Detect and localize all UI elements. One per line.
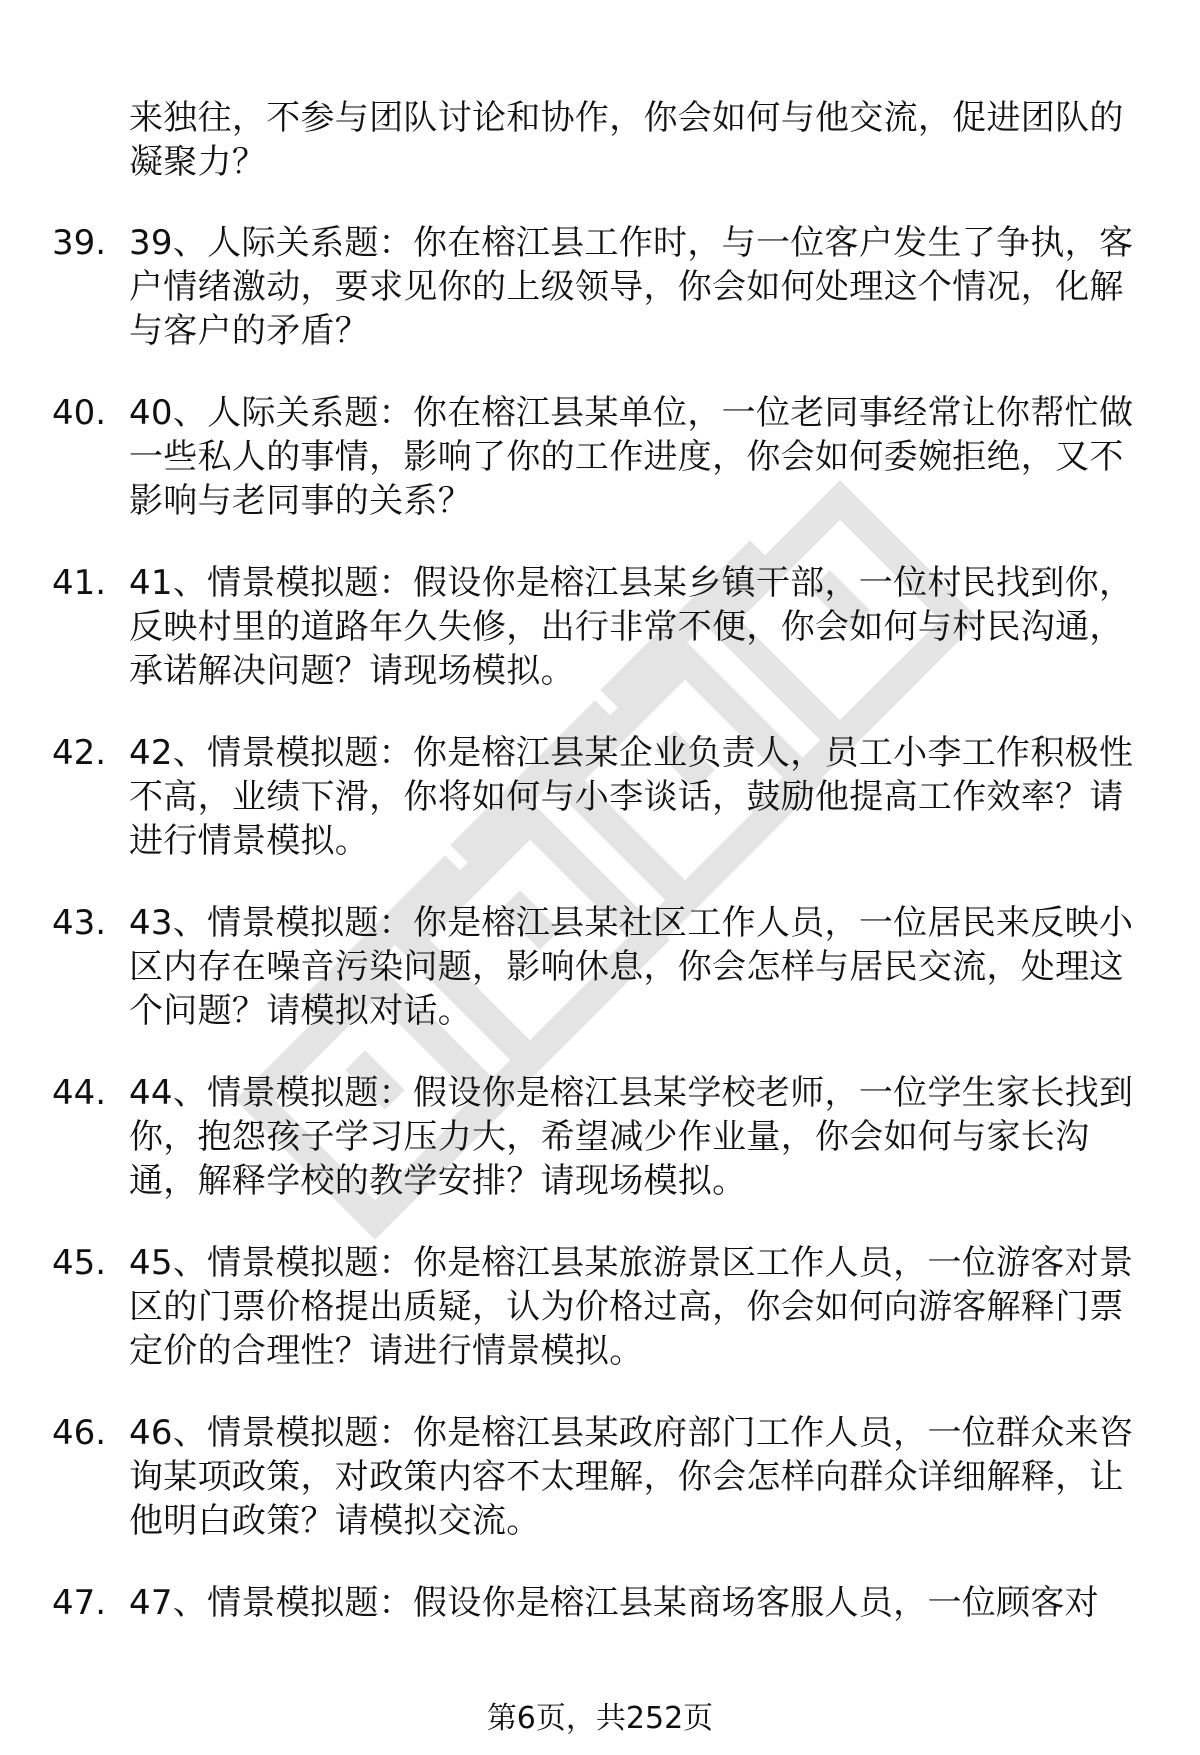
question-text: 40、人际关系题：你在榕江县某单位，一位老同事经常让你帮忙做一些私人的事情，影响了你的工作进度，你会如何委婉拒绝，又不影响与老同事的关系？ bbox=[129, 393, 1134, 521]
question-item bbox=[0, 1411, 1200, 1543]
question-text: 47、情景模拟题：假设你是榕江县某商场客服人员，一位顾客对 bbox=[129, 1583, 1099, 1623]
question-item bbox=[0, 901, 1200, 1033]
question-text: 43、情景模拟题：你是榕江县某社区工作人员，一位居民来反映小区内存在噪音污染问题，影响休息，你会怎样与居民交流，处理这个问题？请模拟对话。 bbox=[129, 903, 1134, 1031]
continued-question-text: 来独往，不参与团队讨论和协作，你会如何与他交流，促进团队的凝聚力？ bbox=[129, 98, 1124, 182]
question-item bbox=[0, 1241, 1200, 1373]
question-item bbox=[0, 391, 1200, 523]
question-item bbox=[0, 1071, 1200, 1203]
question-number: 41. bbox=[52, 563, 107, 603]
question-number: 40. bbox=[52, 393, 107, 433]
question-number: 42. bbox=[52, 733, 107, 773]
question-number: 39. bbox=[52, 223, 107, 263]
question-text: 41、情景模拟题：假设你是榕江县某乡镇干部，一位村民找到你，反映村里的道路年久失修，出行非常不便，你会如何与村民沟通，承诺解决问题？请现场模拟。 bbox=[129, 563, 1134, 691]
question-text: 42、情景模拟题：你是榕江县某企业负责人，员工小李工作积极性不高，业绩下滑，你将如何与小李谈话，鼓励他提高工作效率？请进行情景模拟。 bbox=[129, 733, 1134, 861]
question-item bbox=[0, 221, 1200, 353]
question-text: 45、情景模拟题：你是榕江县某旅游景区工作人员，一位游客对景区的门票价格提出质疑，认为价格过高，你会如何向游客解释门票定价的合理性？请进行情景模拟。 bbox=[129, 1243, 1134, 1371]
document-content bbox=[0, 62, 1200, 1625]
question-text: 46、情景模拟题：你是榕江县某政府部门工作人员，一位群众来咨询某项政策，对政策内容不太理解，你会怎样向群众详细解释，让他明白政策？请模拟交流。 bbox=[129, 1413, 1134, 1541]
question-item bbox=[0, 561, 1200, 693]
question-item bbox=[0, 731, 1200, 863]
question-number: 44. bbox=[52, 1073, 107, 1113]
question-text: 39、人际关系题：你在榕江县工作时，与一位客户发生了争执，客户情绪激动，要求见你的上级领导，你会如何处理这个情况，化解与客户的矛盾？ bbox=[129, 223, 1134, 351]
question-number: 45. bbox=[52, 1243, 107, 1283]
question-text: 44、情景模拟题：假设你是榕江县某学校老师，一位学生家长找到你，抱怨孩子学习压力大，希望减少作业量，你会如何与家长沟通，解释学校的教学安排？请现场模拟。 bbox=[129, 1073, 1134, 1201]
question-number: 43. bbox=[52, 903, 107, 943]
question-number: 46. bbox=[52, 1413, 107, 1453]
page-footer: 第6页，共252页 bbox=[486, 1701, 714, 1736]
question-number: 47. bbox=[52, 1583, 107, 1623]
question-item bbox=[0, 1581, 1200, 1625]
question-list bbox=[0, 221, 1200, 1625]
